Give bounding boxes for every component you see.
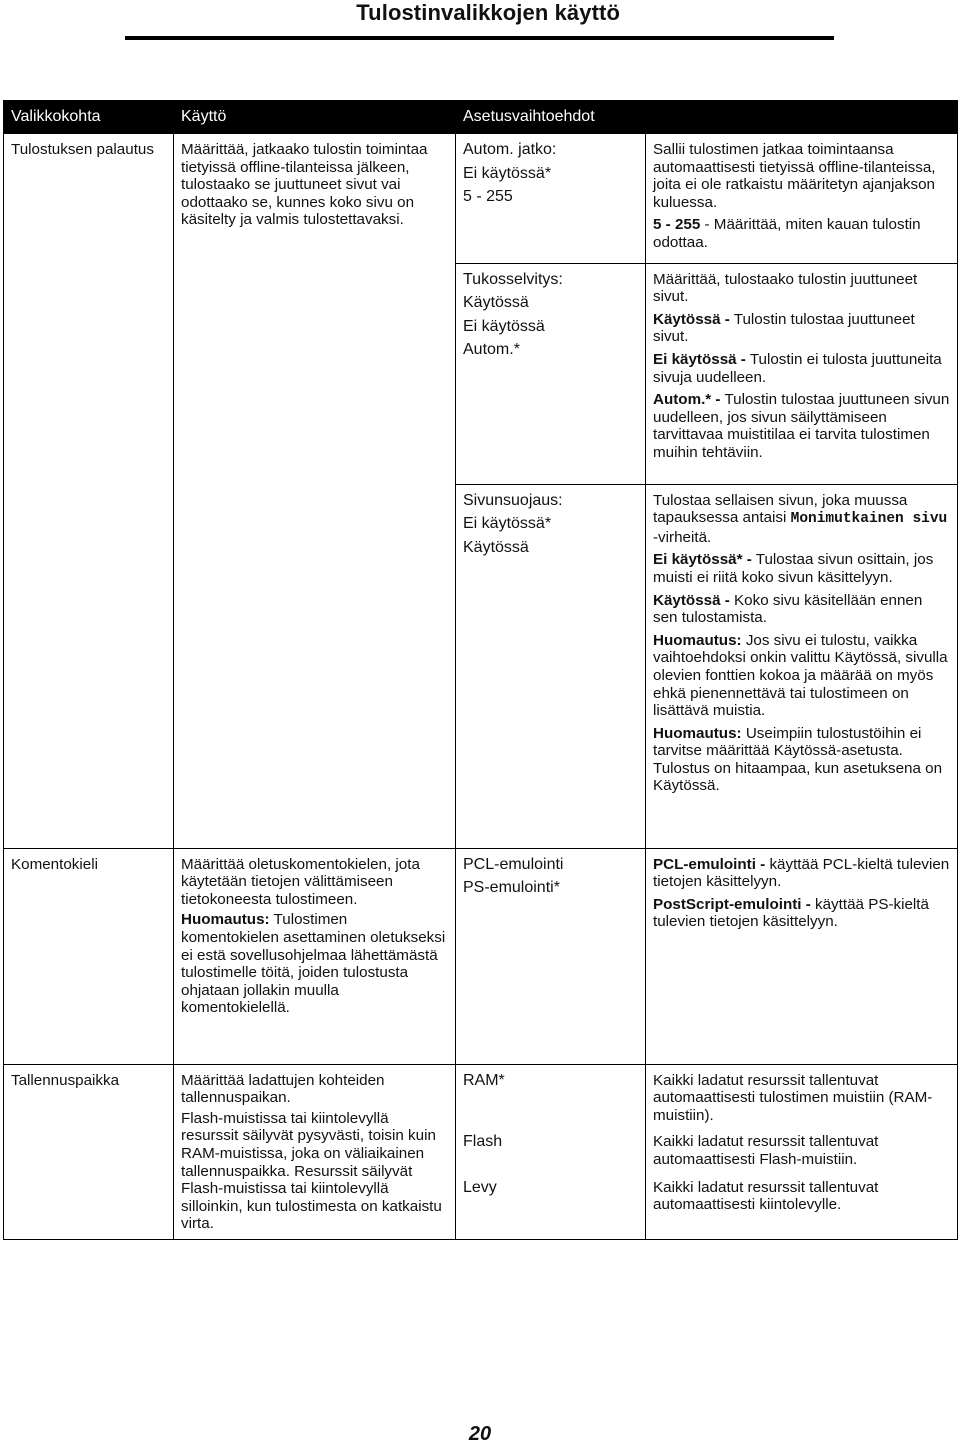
use-text: Määrittää ladattujen kohteiden tallennuspaikan.	[181, 1071, 385, 1107]
note-text	[653, 725, 950, 795]
explanation-text: Kaikki ladatut resurssit tallentuvat automaattisesti Flash-muistiin.	[653, 1133, 879, 1169]
use-cell: Määrittää, jatkaako tulostin toimintaa tietyissä offline-tilanteissa jälkeen, tulostaako se juuttuneet sivut vai odottaako se, kunnes koko sivu on käsitelty ja valmis tulostettavaksi.	[174, 134, 456, 849]
explanation-cell	[646, 1173, 958, 1240]
explanation-key: Ei käytössä* -	[653, 551, 752, 569]
explanation-text	[653, 216, 950, 251]
explanation-detail: käyttää PS-kieltä tulevien tietojen käsittelyyn.	[653, 895, 929, 931]
explanation-cell	[646, 134, 958, 264]
options-cell	[456, 484, 646, 848]
table-row	[4, 134, 958, 264]
explanation-detail: Tulostaa sivun osittain, jos muisti ei riitä koko sivun käsittelyyn.	[653, 551, 934, 586]
title-rule	[125, 36, 834, 40]
explanation-detail: Tulostin ei tulosta juuttuneita sivuja uudelleen.	[653, 350, 942, 386]
option-group-title: Sivunsuojaus:	[463, 491, 563, 509]
note-text	[653, 632, 950, 720]
explanation-cell	[646, 1127, 958, 1172]
explanation-key: PCL-emulointi -	[653, 855, 766, 873]
explanation-cell	[646, 1064, 958, 1127]
explanation-cell	[646, 848, 958, 1064]
explanation-detail: Koko sivu käsitellään ennen sen tulostamista.	[653, 591, 923, 627]
page-number: 20	[468, 1423, 492, 1445]
option-value: Käytössä	[463, 294, 529, 312]
table-header-row	[4, 101, 958, 134]
note-text	[181, 911, 448, 1017]
options-cell	[456, 848, 646, 1064]
options-cell	[456, 1173, 646, 1240]
option-group-title: Autom. jatko:	[463, 141, 557, 158]
explanation-text	[653, 592, 950, 627]
options-cell	[456, 263, 646, 484]
option-group-title: Tukosselvitys:	[463, 270, 563, 288]
header-explanation	[646, 101, 958, 134]
explanation-detail: - Määrittää, miten kauan tulostin odottaa.	[653, 216, 921, 251]
header-use: Käyttö	[174, 101, 456, 134]
explanation-detail: käyttää PCL-kieltä tulevien tietojen käsittelyyn.	[653, 855, 950, 891]
option-value: Ei käytössä*	[463, 164, 552, 182]
explanation-text: Määrittää, tulostaako tulostin juuttuneet sivut.	[653, 270, 918, 306]
page-title: Tulostinvalikkojen käyttö	[356, 0, 620, 25]
explanation-text	[653, 856, 950, 891]
explanation-text: Kaikki ladatut resurssit tallentuvat automaattisesti tulostimen muistiin (RAM-muistiin).	[653, 1071, 933, 1124]
header-menu-item: Valikkokohta	[4, 101, 174, 134]
note-label: Huomautus:	[653, 724, 742, 742]
option-value: 5 - 255	[463, 188, 513, 206]
explanation-key: Autom.* -	[653, 391, 721, 409]
options-cell	[456, 1127, 646, 1172]
note-label: Huomautus:	[181, 911, 270, 929]
explanation-text	[653, 311, 950, 346]
option-value: Autom.*	[463, 341, 520, 359]
explanation-text	[653, 351, 950, 386]
menu-item-cell: Tulostuksen palautus	[4, 134, 174, 849]
option-value: PS-emulointi*	[463, 879, 560, 897]
explanation-detail: Tulostin tulostaa juuttuneet sivut.	[653, 310, 915, 346]
explanation-text	[653, 896, 950, 931]
table-row	[4, 1064, 958, 1127]
explanation-key: PostScript-emulointi -	[653, 895, 811, 913]
explanation-key: Ei käytössä -	[653, 350, 746, 368]
explanation-key: Käytössä -	[653, 310, 730, 328]
explanation-text: Sallii tulostimen jatkaa toimintaansa automaattisesti tietyissä offline-tilanteissa, joita ei ole ratkaistu määritetyn ajanjakson kuluessa.	[653, 141, 936, 211]
note-detail: Jos sivu ei tulostu, vaikka vaihtoehdoksi onkin valittu Käytössä, sivulla olevien fonttien kokoa ja määrää on myös ehkä pienennettävä tai tulostimeen on lisättävä muistia.	[653, 631, 948, 720]
use-cell	[174, 1064, 456, 1239]
error-message-code: Monimutkainen sivu	[790, 511, 948, 528]
explanation-text	[653, 551, 950, 586]
note-detail: Useimpiin tulostustöihin ei tarvitse määrittää Käytössä-asetusta. Tulostus on hitaampaa, kun asetuksena on Käytössä.	[653, 724, 943, 795]
explanation-cell	[646, 484, 958, 848]
explanation-text: Kaikki ladatut resurssit tallentuvat automaattisesti kiintolevylle.	[653, 1178, 879, 1214]
explanation-key: 5 - 255	[653, 216, 701, 234]
options-cell	[456, 134, 646, 264]
option-value: Käytössä	[463, 538, 529, 556]
option-value: Flash	[463, 1133, 503, 1151]
header-options: Asetusvaihtoehdot	[456, 101, 646, 134]
note-label: Huomautus:	[653, 631, 742, 649]
menu-settings-table	[3, 100, 958, 1240]
option-value: RAM*	[463, 1071, 505, 1089]
use-text: Määrittää oletuskomentokielen, jota käytetään tietojen välittämiseen tietokoneesta tulostimeen.	[181, 855, 420, 908]
options-cell	[456, 1064, 646, 1127]
option-value: PCL-emulointi	[463, 855, 564, 873]
option-value: Ei käytössä*	[463, 515, 552, 533]
table-row	[4, 848, 958, 1064]
explanation-detail: Tulostaa sellaisen sivun, joka muussa tapauksessa antaisi	[653, 491, 908, 527]
explanation-detail: Tulostin tulostaa juuttuneen sivun uudelleen, jos sivun säilyttämiseen tarvittavaa muistitilaa ei tarvita tulostimen muihin tehtäviin.	[653, 391, 950, 461]
note-detail: Tulostimen komentokielen asettaminen oletukseksi ei estä sovellusohjelmaa lähettämästä tulostimelle töitä, joiden tulostusta ohjataan jollakin muulla komentokielellä.	[181, 911, 446, 1017]
explanation-text	[653, 492, 950, 547]
option-value: Levy	[463, 1178, 497, 1196]
menu-item-cell: Komentokieli	[4, 848, 174, 1064]
explanation-key: Käytössä -	[653, 591, 730, 609]
use-cell	[174, 848, 456, 1064]
explanation-detail: -virheitä.	[653, 528, 712, 546]
option-value: Ei käytössä	[463, 317, 545, 335]
explanation-cell	[646, 263, 958, 484]
menu-item-cell: Tallennuspaikka	[4, 1064, 174, 1239]
explanation-text	[653, 391, 950, 461]
use-text: Flash-muistissa tai kiintolevyllä resurssit säilyvät pysyvästi, toisin kuin RAM-muistissa, joka on väliaikainen tallennuspaikka. Resurssit säilyvät Flash-muistissa tai kiintolevyllä silloinkin, kun tulostimesta on katkaistu virta.	[181, 1109, 442, 1233]
